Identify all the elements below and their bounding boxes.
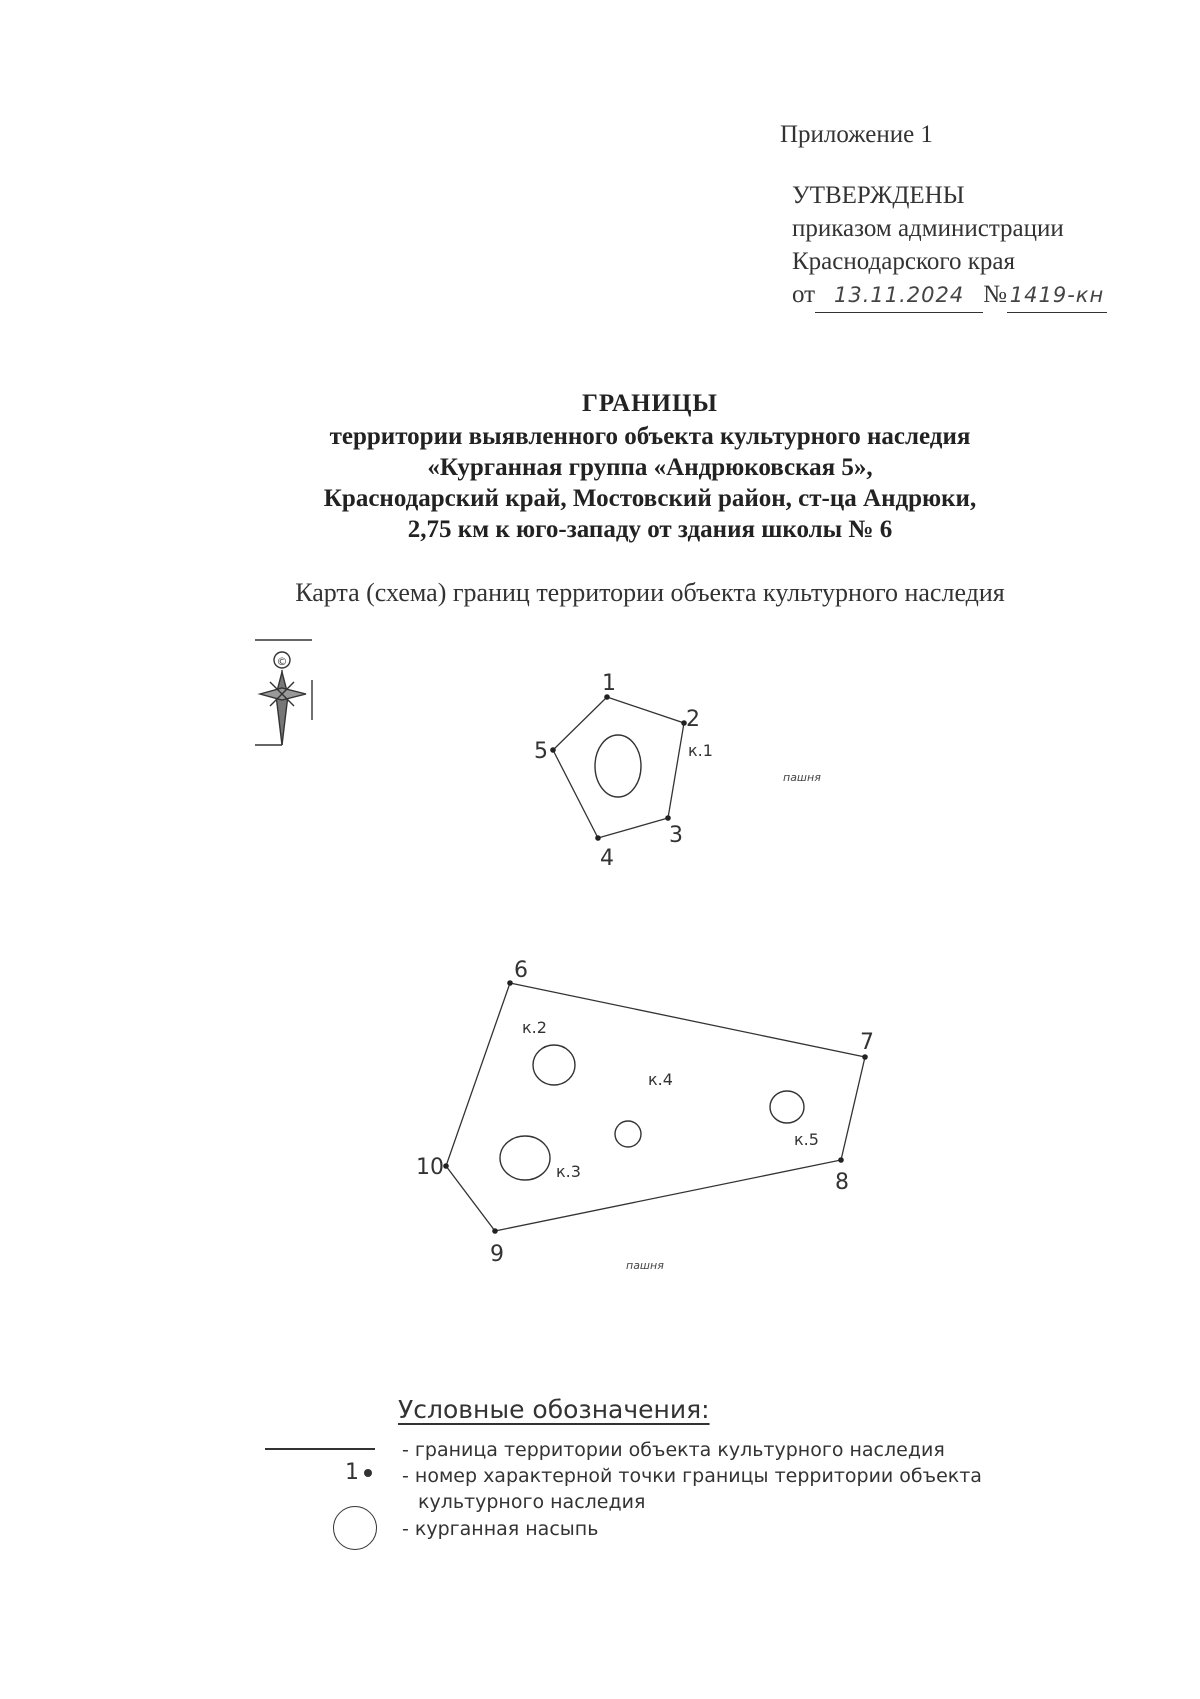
mound-4 [615, 1121, 641, 1147]
mound-label: к.1 [688, 741, 713, 760]
date-prefix: от [792, 281, 816, 308]
compass-needle [276, 672, 288, 745]
legend-title: Условные обозначения: [398, 1395, 710, 1424]
mound-label: к.3 [556, 1162, 581, 1181]
legend-boundary-text: - граница территории объекта культурного наследия [402, 1439, 945, 1461]
map-caption: Карта (схема) границ территории объекта культурного наследия [295, 578, 1005, 607]
field-label: пашня [626, 1259, 664, 1272]
point-label: 6 [514, 958, 528, 983]
compass-letter: © [276, 655, 288, 668]
point-label: 3 [669, 823, 683, 848]
order-line-1: приказом администрации [792, 215, 1064, 242]
approved-label: УТВЕРЖДЕНЫ [792, 182, 965, 209]
point-label: 4 [600, 846, 614, 871]
mound-label: к.5 [794, 1130, 819, 1149]
point-label: 7 [860, 1030, 874, 1055]
point-label: 8 [835, 1170, 849, 1195]
boundary-points-1 [550, 694, 687, 841]
legend-mound-text: - курганная насыпь [402, 1518, 599, 1540]
point-label: 1 [602, 671, 616, 696]
order-line-2: Краснодарского края [792, 248, 1015, 275]
boundary-point [838, 1157, 844, 1163]
point-label: 5 [534, 739, 548, 764]
legend-boundary-sample [265, 1448, 375, 1450]
point-label: 2 [686, 707, 700, 732]
boundary-polygon-1 [553, 697, 684, 838]
boundary-point [507, 980, 513, 986]
boundary-point [550, 747, 556, 753]
number-prefix: № [983, 281, 1007, 308]
boundary-point [595, 835, 601, 841]
legend-point-sample-number: 1 [345, 1460, 359, 1485]
legend-point-text-1: - номер характерной точки границы территории объекта [402, 1465, 982, 1487]
legend-mound-sample-icon [333, 1506, 377, 1550]
boundary-point [443, 1163, 449, 1169]
mound-5 [770, 1091, 804, 1123]
boundary-point [862, 1054, 868, 1060]
field-label: пашня [783, 771, 821, 784]
title-line-3: Краснодарский край, Мостовский район, ст-ца Андрюки, [323, 485, 977, 512]
boundary-point [665, 815, 671, 821]
appendix-label: Приложение 1 [780, 121, 933, 148]
mound-label: к.2 [522, 1018, 547, 1037]
point-labels [416, 671, 874, 1267]
mound-label: к.4 [648, 1070, 673, 1089]
order-number-handwritten: 1419-кн [1007, 279, 1107, 313]
legend-point-text-2: культурного наследия [418, 1491, 646, 1513]
point-label: 10 [416, 1155, 444, 1180]
compass-crossbar [260, 688, 306, 700]
title-line-2: «Курганная группа «Андрюковская 5», [427, 454, 873, 481]
order-date-handwritten: 13.11.2024 [815, 279, 983, 313]
mounds [500, 735, 804, 1180]
mound-1 [595, 735, 641, 797]
title-main: ГРАНИЦЫ [582, 390, 718, 417]
point-label: 9 [490, 1242, 504, 1267]
legend-point-sample-dot [364, 1469, 372, 1477]
title-line-1: территории выявленного объекта культурного наследия [329, 423, 971, 450]
mound-2 [533, 1045, 575, 1085]
boundary-polygon-2 [446, 983, 865, 1231]
boundary-point [492, 1228, 498, 1234]
title-line-4: 2,75 км к юго-западу от здания школы № 6 [407, 516, 893, 543]
mound-3 [500, 1136, 550, 1180]
